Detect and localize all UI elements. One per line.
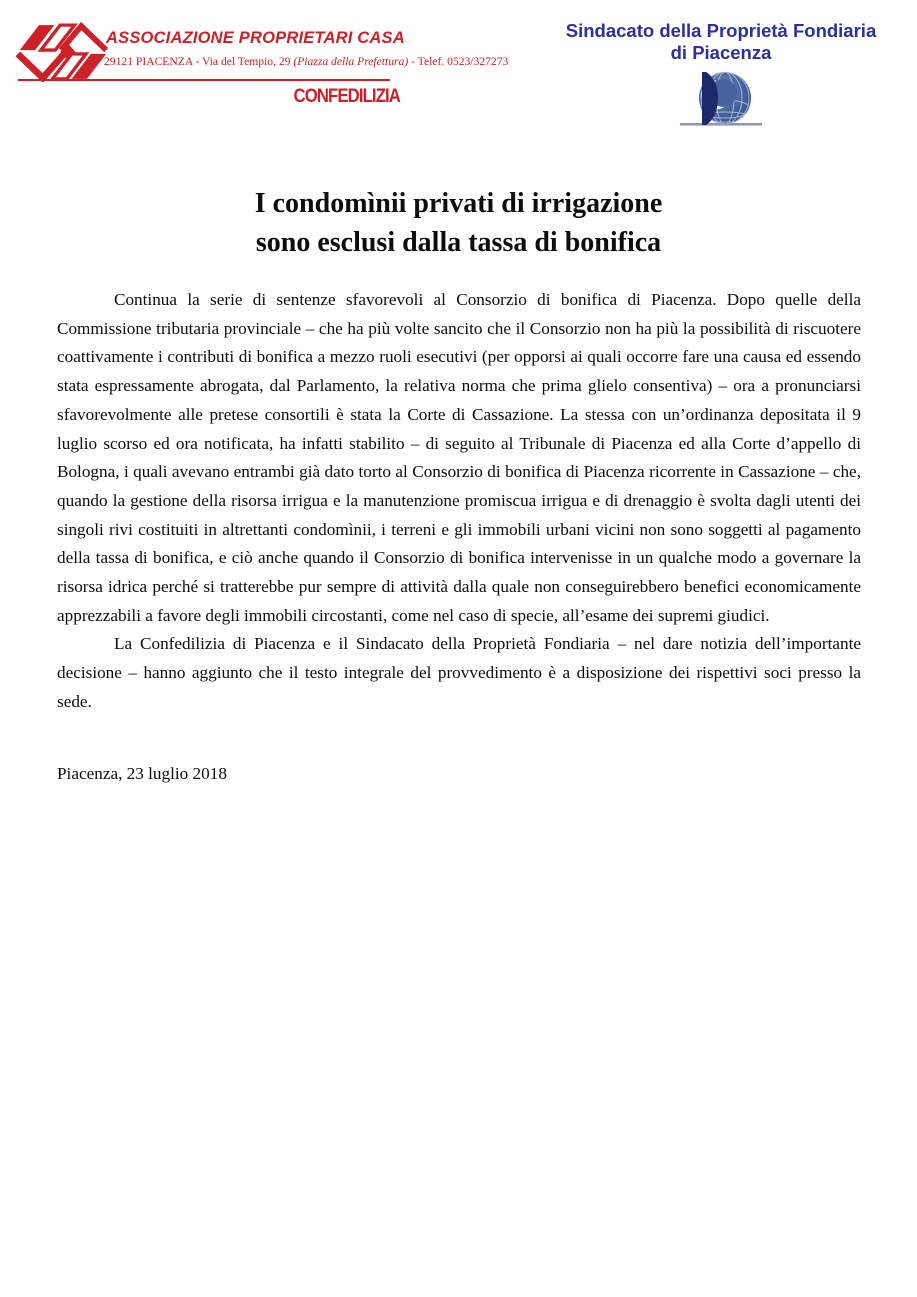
page-title-line2: sono esclusi dalla tassa di bonifica xyxy=(255,227,662,258)
body-paragraph-2: La Confedilizia di Piacenza e il Sindacato della Proprietà Fondiaria – nel dare notizia dell’importante decisione – hanno aggiunto che il testo integrale del provvedimento è a disposizione dei rispettivi soci presso la sede. xyxy=(57,634,861,711)
page-title-line1: I condomìnii privati di irrigazione xyxy=(254,188,663,219)
apc-letterhead xyxy=(14,18,509,118)
apc-address-post: - Telef. 0523/327273 xyxy=(408,55,509,68)
dateline: Piacenza, 23 luglio 2018 xyxy=(57,763,227,783)
fondiaria-name-line1: Sindacato della Proprietà Fondiaria xyxy=(565,20,877,41)
header-divider xyxy=(18,79,390,81)
apc-logo-icon xyxy=(14,22,110,82)
apc-address-italic: (Piazza della Prefettura) xyxy=(293,55,409,68)
document-body xyxy=(57,286,861,788)
body-paragraph-1: Continua la serie di sentenze sfavorevoli al Consorzio di bonifica di Piacenza. Dopo quelle della Commissione tributaria provinciale – che ha più volte sancito che il Consorzio non ha più la possibilità di riscuotere coattivamente i contributi di bonifica a mezzo ruoli esecutivi (per opporsi ai quali occorre fare una causa ed essendo stata espressamente abrogata, dal Parlamento, la relativa norma che prima glielo consentiva) – ora a pronunciarsi sfavorevolmente alle pretese consortili è stata la Corte di Cassazione. La stessa con un’ordinanza depositata il 9 luglio scorso ed ora notificata, ha infatti stabilito – di seguito al Tribunale di Piacenza ed alla Corte d’appello di Bologna, i quali avevano entrambi già dato torto al Consorzio di bonifica di Piacenza ricorrente in Cassazione – che, quando la gestione della risorsa irrigua e la manutenzione promiscua irrigua e di drenaggio è svolta dagli utenti dei singoli rivi costituiti in altrettanti condomìnii, i terreni e gli immobili urbani vicini non sono soggetti al pagamento della tassa di bonifica, e ciò anche quando il Consorzio di bonifica intervenisse in un qualche modo a governare la risorsa idrica perché si tratterebbe pur sempre di attività dalla quale non conseguirebbero benefici economicamente apprezzabili a favore degli immobili circostanti, come nel caso di specie, all’esame dei supremi giudici. xyxy=(57,290,861,625)
apc-address-pre: 29121 PIACENZA - Via del Tempio, 29 xyxy=(104,55,294,68)
confedilizia-logo: CONFEDILIZIA xyxy=(293,85,400,108)
apc-association-name: ASSOCIAZIONE PROPRIETARI CASA xyxy=(106,29,405,47)
apc-address xyxy=(104,55,509,68)
fondiaria-letterhead xyxy=(556,20,886,136)
fondiaria-name-line2: di Piacenza xyxy=(670,42,772,63)
page-title xyxy=(0,184,917,262)
fondiaria-globe-icon xyxy=(678,69,764,131)
